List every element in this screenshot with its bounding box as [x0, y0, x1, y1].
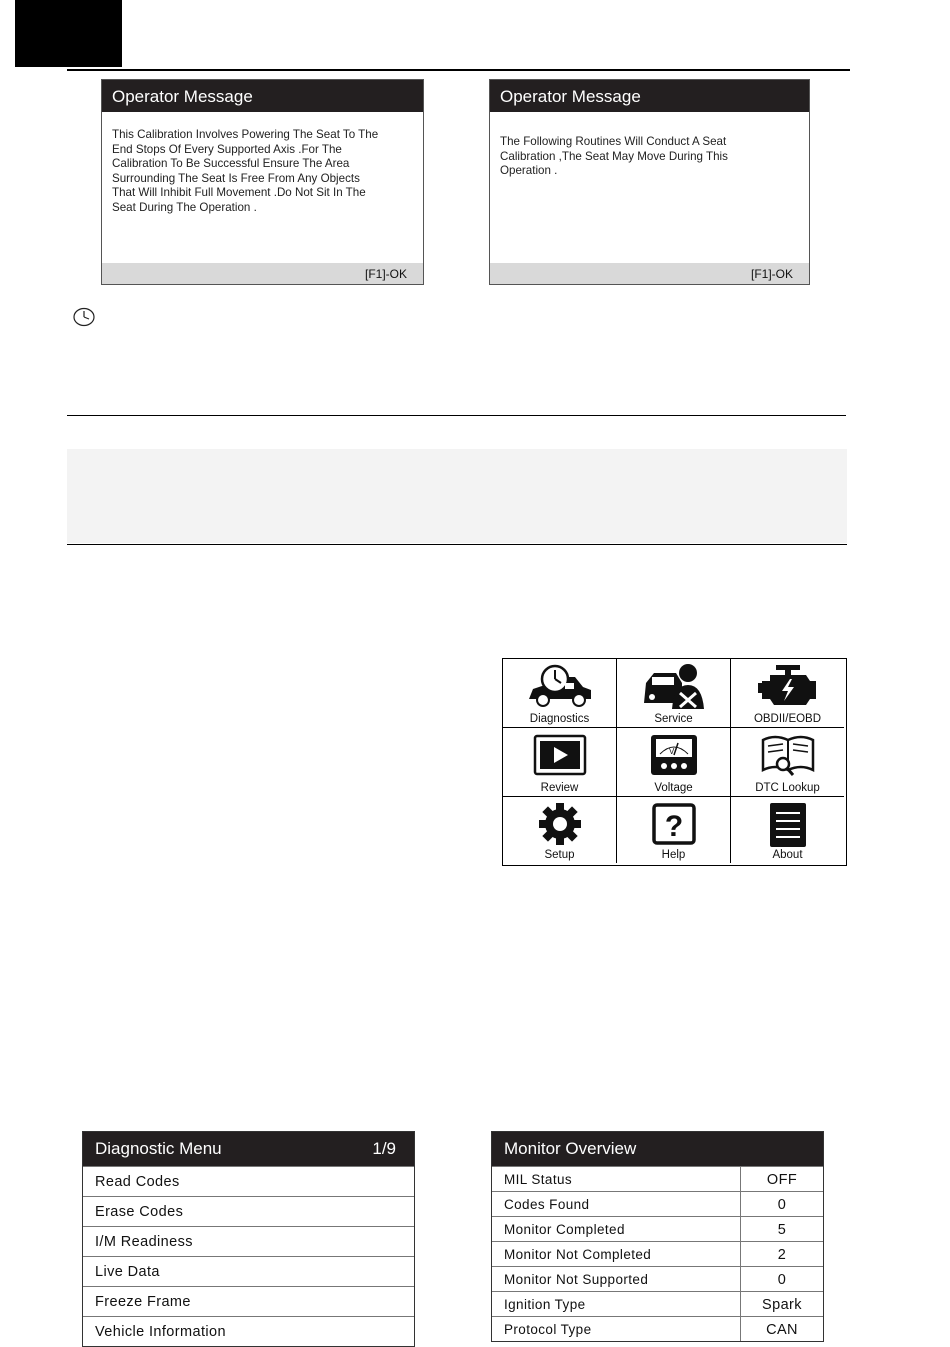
table-row — [492, 1191, 823, 1216]
menu-item-label: OBDII/EOBD — [753, 713, 822, 725]
row-label: MIL Status — [504, 1172, 573, 1187]
gear-icon — [536, 801, 584, 847]
row-label: Monitor Completed — [504, 1222, 625, 1237]
menu-item-voltage[interactable] — [617, 728, 731, 797]
message-line: The Following Routines Will Conduct A Seat — [500, 135, 727, 148]
chapter-tab — [15, 0, 122, 67]
row-label: Monitor Not Supported — [504, 1272, 649, 1287]
svg-text:?: ? — [664, 810, 683, 843]
message-line: That Will Inhibit Full Movement .Do Not Sit In The — [112, 186, 366, 200]
car-mechanic-icon — [642, 663, 706, 709]
document-icon — [765, 801, 811, 849]
table-row — [492, 1291, 823, 1316]
voltmeter-icon — [648, 732, 700, 778]
clock-icon — [72, 307, 96, 327]
row-label: Ignition Type — [504, 1297, 586, 1312]
engine-icon — [756, 663, 820, 709]
menu-item-obdii-eobd[interactable] — [731, 659, 844, 728]
row-value: OFF — [740, 1167, 823, 1191]
menu-item-label: Service — [654, 713, 693, 725]
table-row — [492, 1316, 823, 1341]
ok-button[interactable]: [F1]-OK — [102, 263, 423, 284]
menu-item-freeze-frame[interactable]: Freeze Frame — [83, 1286, 414, 1316]
operator-message-screen-right — [489, 79, 810, 285]
diagnostic-menu — [82, 1131, 415, 1347]
ok-button[interactable]: [F1]-OK — [490, 263, 809, 284]
row-value: 5 — [740, 1217, 823, 1241]
play-icon — [532, 732, 588, 778]
menu-item-label: Help — [661, 849, 686, 861]
menu-item-live-data[interactable]: Live Data — [83, 1256, 414, 1286]
menu-item-label: DTC Lookup — [755, 782, 820, 794]
main-menu-grid — [502, 658, 847, 866]
section-rule — [67, 415, 846, 416]
menu-item-label: Voltage — [654, 782, 693, 794]
row-label: Monitor Not Completed — [504, 1247, 652, 1262]
diagnostic-menu-title: Diagnostic Menu — [95, 1139, 222, 1158]
message-line: Surrounding The Seat Is Free From Any Objects — [112, 171, 360, 185]
row-value: 2 — [740, 1242, 823, 1266]
menu-item-service[interactable] — [617, 659, 731, 728]
header-rule — [67, 69, 850, 71]
message-line: Calibration ,The Seat May Move During This — [500, 149, 728, 163]
screen-title: Operator Message — [102, 80, 423, 112]
row-value: Spark — [740, 1292, 823, 1316]
menu-item-dtc-lookup[interactable] — [731, 728, 844, 797]
message-line: Calibration To Be Successful Ensure The Area — [112, 157, 350, 171]
menu-item-review[interactable] — [503, 728, 617, 797]
menu-item-setup[interactable] — [503, 797, 617, 863]
row-label: Protocol Type — [504, 1322, 592, 1337]
question-icon — [651, 801, 697, 847]
menu-item-help[interactable] — [617, 797, 731, 863]
monitor-overview — [491, 1131, 824, 1342]
note-band — [67, 449, 847, 543]
menu-item-label: About — [772, 849, 803, 861]
screen-body — [102, 112, 423, 216]
screen-title: Operator Message — [490, 80, 809, 112]
menu-item-vehicle-information[interactable]: Vehicle Information — [83, 1316, 414, 1346]
menu-item-about[interactable] — [731, 797, 844, 863]
menu-item-label: Review — [540, 782, 579, 794]
table-row — [492, 1166, 823, 1191]
table-row — [492, 1266, 823, 1291]
menu-item-im-readiness[interactable]: I/M Readiness — [83, 1226, 414, 1256]
diagnostic-menu-header — [83, 1132, 414, 1166]
menu-item-erase-codes[interactable]: Erase Codes — [83, 1196, 414, 1226]
table-row — [492, 1241, 823, 1266]
menu-item-label: Diagnostics — [529, 713, 590, 725]
row-label: Codes Found — [504, 1197, 590, 1212]
svg-text:V: V — [668, 747, 674, 756]
row-value: CAN — [740, 1317, 823, 1341]
page-indicator: 1/9 — [372, 1139, 396, 1158]
message-line: Operation . — [500, 164, 558, 178]
operator-message-screen-left — [101, 79, 424, 285]
message-line: Seat During The Operation . — [112, 200, 257, 214]
monitor-overview-title: Monitor Overview — [492, 1132, 823, 1166]
menu-item-diagnostics[interactable] — [503, 659, 617, 728]
message-line: End Stops Of Every Supported Axis .For The — [112, 142, 342, 156]
row-value: 0 — [740, 1192, 823, 1216]
menu-item-label: Setup — [544, 849, 575, 861]
section-rule — [67, 544, 847, 545]
menu-item-read-codes[interactable]: Read Codes — [83, 1166, 414, 1196]
car-clock-icon — [525, 663, 595, 709]
book-magnifier-icon — [759, 732, 817, 778]
screen-body — [490, 112, 809, 179]
message-line: This Calibration Involves Powering The Seat To The — [112, 128, 379, 141]
row-value: 0 — [740, 1267, 823, 1291]
table-row — [492, 1216, 823, 1241]
